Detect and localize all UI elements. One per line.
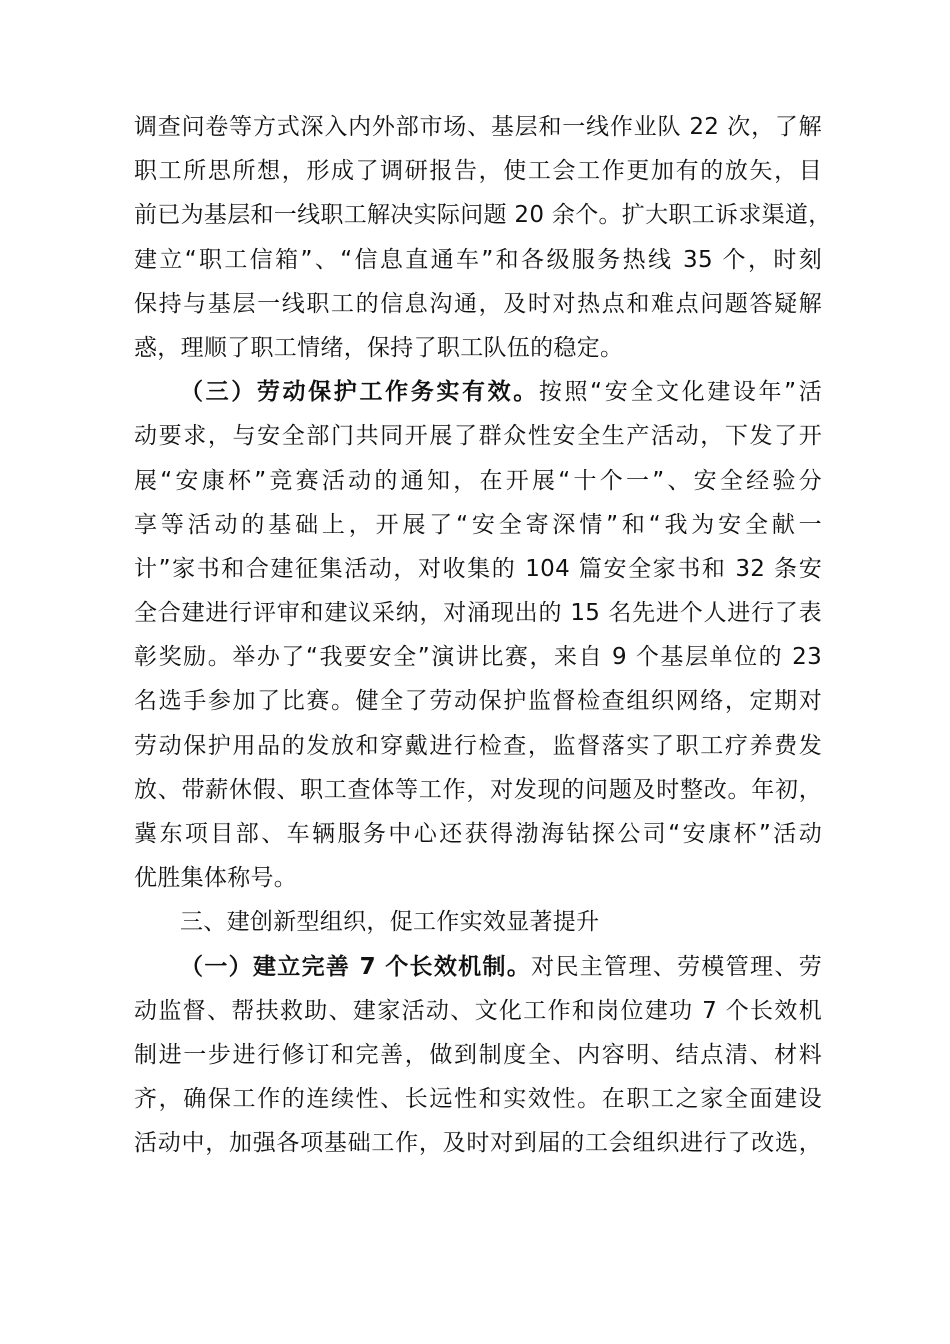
text-line: 活动中，加强各项基础工作，及时对到届的工会组织进行了改选，	[134, 1130, 822, 1157]
text-line: 优胜集体称号。	[134, 865, 298, 892]
section-title: 三、建创新型组织，促工作实效显著提升	[180, 909, 600, 936]
text-line: 名选手参加了比赛。健全了劳动保护监督检查组织网络，定期对	[134, 688, 822, 715]
text-line: 冀东项目部、车辆服务中心还获得渤海钻探公司“安康杯”活动	[134, 821, 822, 847]
text-line: 劳动保护用品的发放和穿戴进行检查，监督落实了职工疗养费发	[134, 732, 822, 759]
text-line: 动监督、帮扶救助、建家活动、文化工作和岗位建功 7 个长效机	[134, 997, 822, 1024]
text-line: 调查问卷等方式深入内外部市场、基层和一线作业队 22 次，了解	[134, 114, 822, 140]
text-line: 齐，确保工作的连续性、长远性和实效性。在职工之家全面建设	[134, 1086, 822, 1113]
text-line: 职工所思所想，形成了调研报告，使工会工作更加有的放矢，目	[134, 158, 822, 185]
text-line: 计”家书和合建征集活动，对收集的 104 篇安全家书和 32 条安	[134, 555, 822, 582]
text-line: 惑，理顺了职工情绪，保持了职工队伍的稳定。	[134, 334, 624, 361]
text-line: 享等活动的基础上，开展了“安全寄深情”和“我为安全献一	[134, 511, 822, 538]
text-line: 彰奖励。举办了“我要安全”演讲比赛，来自 9 个基层单位的 23	[134, 644, 822, 671]
text-line: 保持与基层一线职工的信息沟通，及时对热点和难点问题答疑解	[134, 290, 822, 317]
paragraph-text: 对民主管理、劳模管理、劳	[531, 953, 822, 980]
document-page	[134, 105, 832, 1166]
text-line: 全合建进行评审和建议采纳，对涌现出的 15 名先进个人进行了表	[134, 600, 822, 627]
paragraph-first-line	[134, 945, 822, 989]
text-line: 动要求，与安全部门共同开展了群众性安全生产活动，下发了开	[134, 423, 822, 450]
text-line: 放、带薪休假、职工查体等工作，对发现的问题及时整改。年初，	[134, 776, 822, 803]
paragraph-heading: （一）建立完善 7 个长效机制。	[180, 953, 532, 980]
paragraph-first-line	[134, 370, 822, 414]
text-line: 前已为基层和一线职工解决实际问题 20 余个。扩大职工诉求渠道，	[134, 202, 832, 229]
text-line: 制进一步进行修订和完善，做到制度全、内容明、结点清、材料	[134, 1041, 822, 1068]
text-line: 展“安康杯”竞赛活动的通知，在开展“十个一”、安全经验分	[134, 467, 822, 494]
text-line: 建立“职工信箱”、“信息直通车”和各级服务热线 35 个，时刻	[134, 246, 822, 273]
paragraph-text: 按照“安全文化建设年”活	[538, 379, 822, 406]
paragraph-heading: （三）劳动保护工作务实有效。	[180, 379, 539, 406]
